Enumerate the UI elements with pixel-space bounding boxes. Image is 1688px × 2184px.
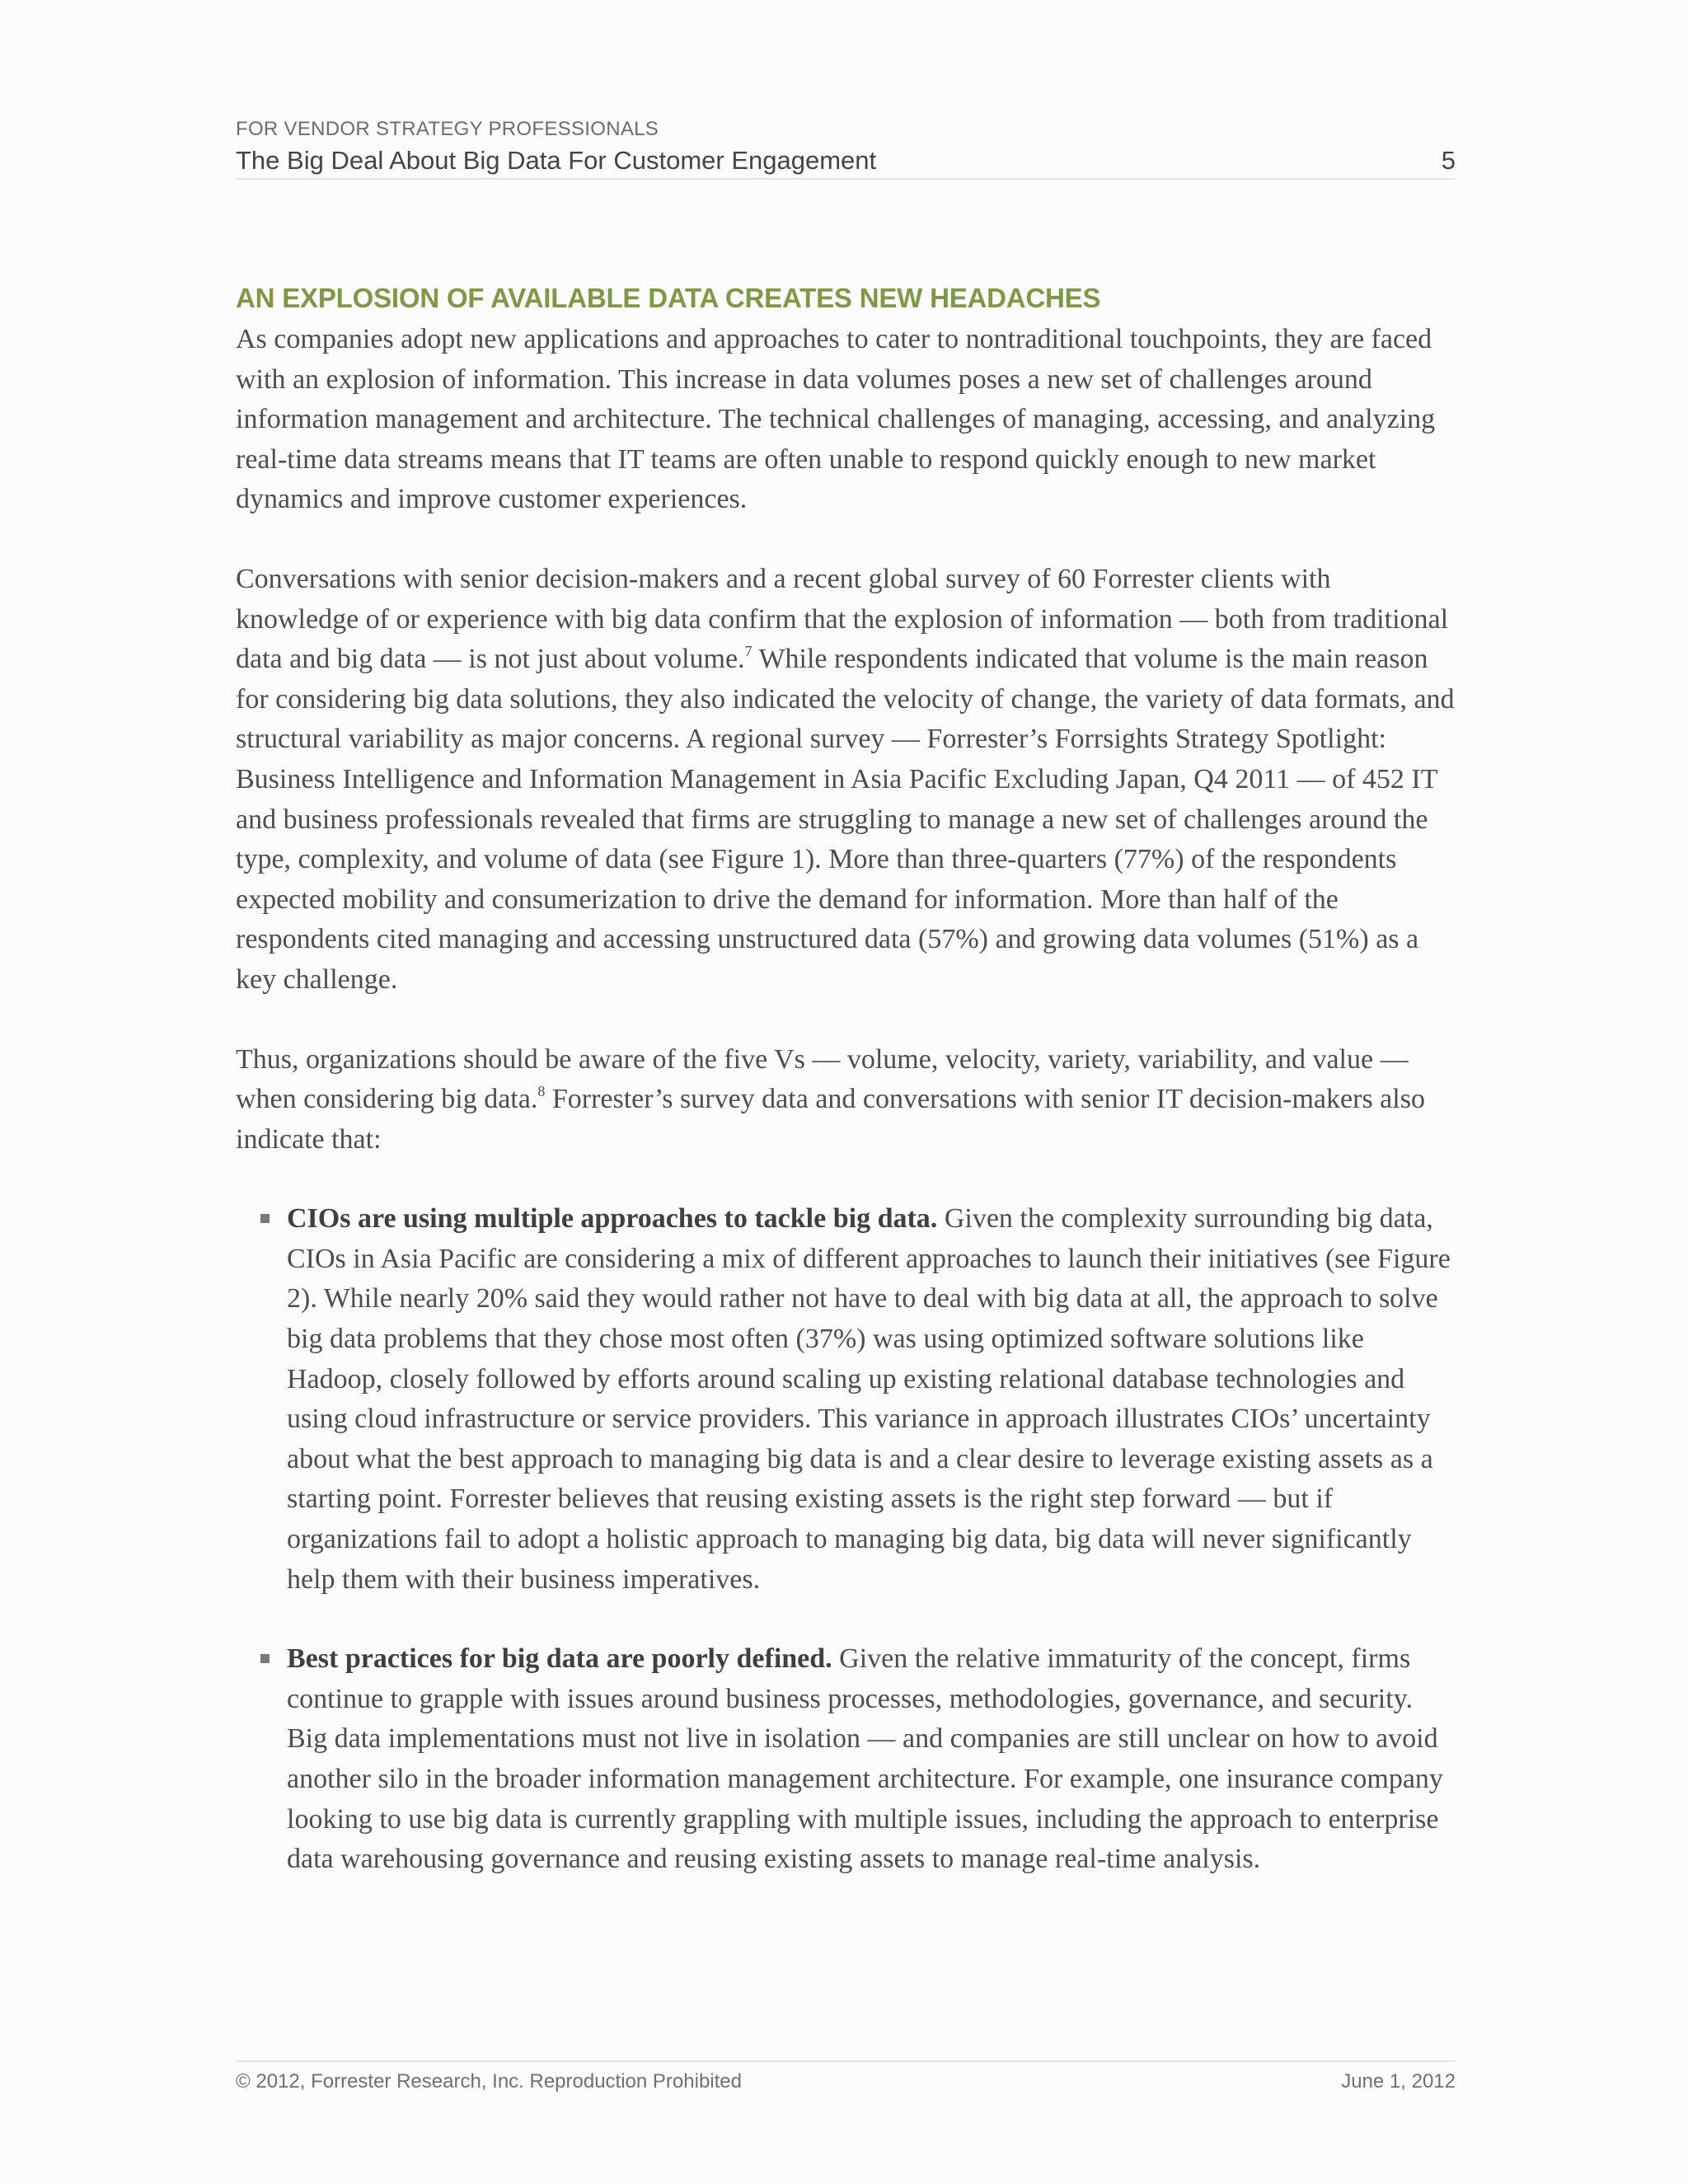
list-item-lead: CIOs are using multiple approaches to tackle big data.	[287, 1203, 938, 1235]
list-item-text	[287, 1639, 1456, 1880]
findings-list	[236, 1199, 1456, 1880]
paragraph-3-text-b: Forrester’s survey data and conversations with senior IT decision-makers also indicate that:	[236, 1084, 1425, 1155]
paragraph-3-text-a: Thus, organizations should be aware of the five Vs — volume, velocity, variety, variability, and value — when considering big data.	[236, 1043, 1409, 1115]
paragraph-2-text-b: While respondents indicated that volume is the main reason for considering big data solutions, they also indicated the velocity of change, the variety of data formats, and structural variability as major concerns. A regional survey — Forrester’s Forrsights Strategy Spotlight: Business Intelligence and Information Management in Asia Pacific Excluding Japan, Q4 2011 — of 452 IT and business professionals revealed that firms are struggling to manage a new set of challenges around the type, complexity, and volume of data (see Figure 1). More than three-quarters (77%) of the respondents expected mobility and consumerization to drive the demand for information. More than half of the respondents cited managing and accessing unstructured data (57%) and growing data volumes (51%) as a key challenge.	[236, 644, 1455, 995]
square-bullet-icon	[260, 1654, 270, 1663]
footnote-ref-8[interactable]: 8	[537, 1083, 546, 1100]
list-item-text	[287, 1199, 1456, 1600]
footnote-ref-7[interactable]: 7	[744, 643, 753, 660]
list-item-body: Given the relative immaturity of the concept, firms continue to grapple with issues around business processes, methodologies, governance, and security. Big data implementations must not live in isolation — and companies are still unclear on how to avoid another silo in the broader information management architecture. For example, one insurance company looking to use big data is currently grappling with multiple issues, including the approach to enterprise data warehousing governance and reusing existing assets to manage real-time analysis.	[287, 1643, 1443, 1875]
list-item	[236, 1199, 1456, 1600]
document-title: The Big Deal About Big Data For Customer Engagement	[236, 146, 877, 175]
list-item-lead: Best practices for big data are poorly defined.	[287, 1643, 832, 1675]
paragraph-2-text-a: Conversations with senior decision-makers and a recent global survey of 60 Forrester clients with knowledge of or experience with big data confirm that the explosion of information — both from traditional data and big data — is not just about volume.	[236, 563, 1449, 675]
list-item-body: Given the complexity surrounding big data, CIOs in Asia Pacific are considering a mix of different approaches to launch their initiatives (see Figure 2). While nearly 20% said they would rather not have to deal with big data at all, the approach to solve big data problems that they chose most often (37%) was using optimized software solutions like Hadoop, closely followed by efforts around scaling up existing relational database technologies and using cloud infrastructure or service providers. This variance in approach illustrates CIOs’ uncertainty about what the best approach to managing big data is and a clear desire to leverage existing assets as a starting point. Forrester believes that reusing existing assets is the right step forward — but if organizations fail to adopt a holistic approach to managing big data, big data will never significantly help them with their business imperatives.	[287, 1203, 1451, 1595]
paragraph-2	[236, 560, 1456, 1001]
publication-date: June 1, 2012	[1341, 2070, 1456, 2093]
list-item	[236, 1639, 1456, 1880]
header-kicker: FOR VENDOR STRATEGY PROFESSIONALS	[236, 118, 659, 140]
paragraph-1: As companies adopt new applications and approaches to cater to nontraditional touchpoints, they are faced with an explosion of information. This increase in data volumes poses a new set of challenges around information management and architecture. The technical challenges of managing, accessing, and analyzing real-time data streams means that IT teams are often unable to respond quickly enough to new market dynamics and improve customer experiences.	[236, 324, 1436, 515]
paragraph-3	[236, 1040, 1456, 1160]
page-header	[236, 117, 1456, 180]
copyright-notice: © 2012, Forrester Research, Inc. Reproduction Prohibited	[236, 2070, 742, 2093]
square-bullet-icon	[260, 1214, 270, 1223]
page-number: 5	[1441, 146, 1456, 175]
page-footer	[236, 2060, 1456, 2098]
section-heading: AN EXPLOSION OF AVAILABLE DATA CREATES NEW HEADACHES	[236, 283, 1101, 313]
main-content	[236, 282, 1456, 1919]
